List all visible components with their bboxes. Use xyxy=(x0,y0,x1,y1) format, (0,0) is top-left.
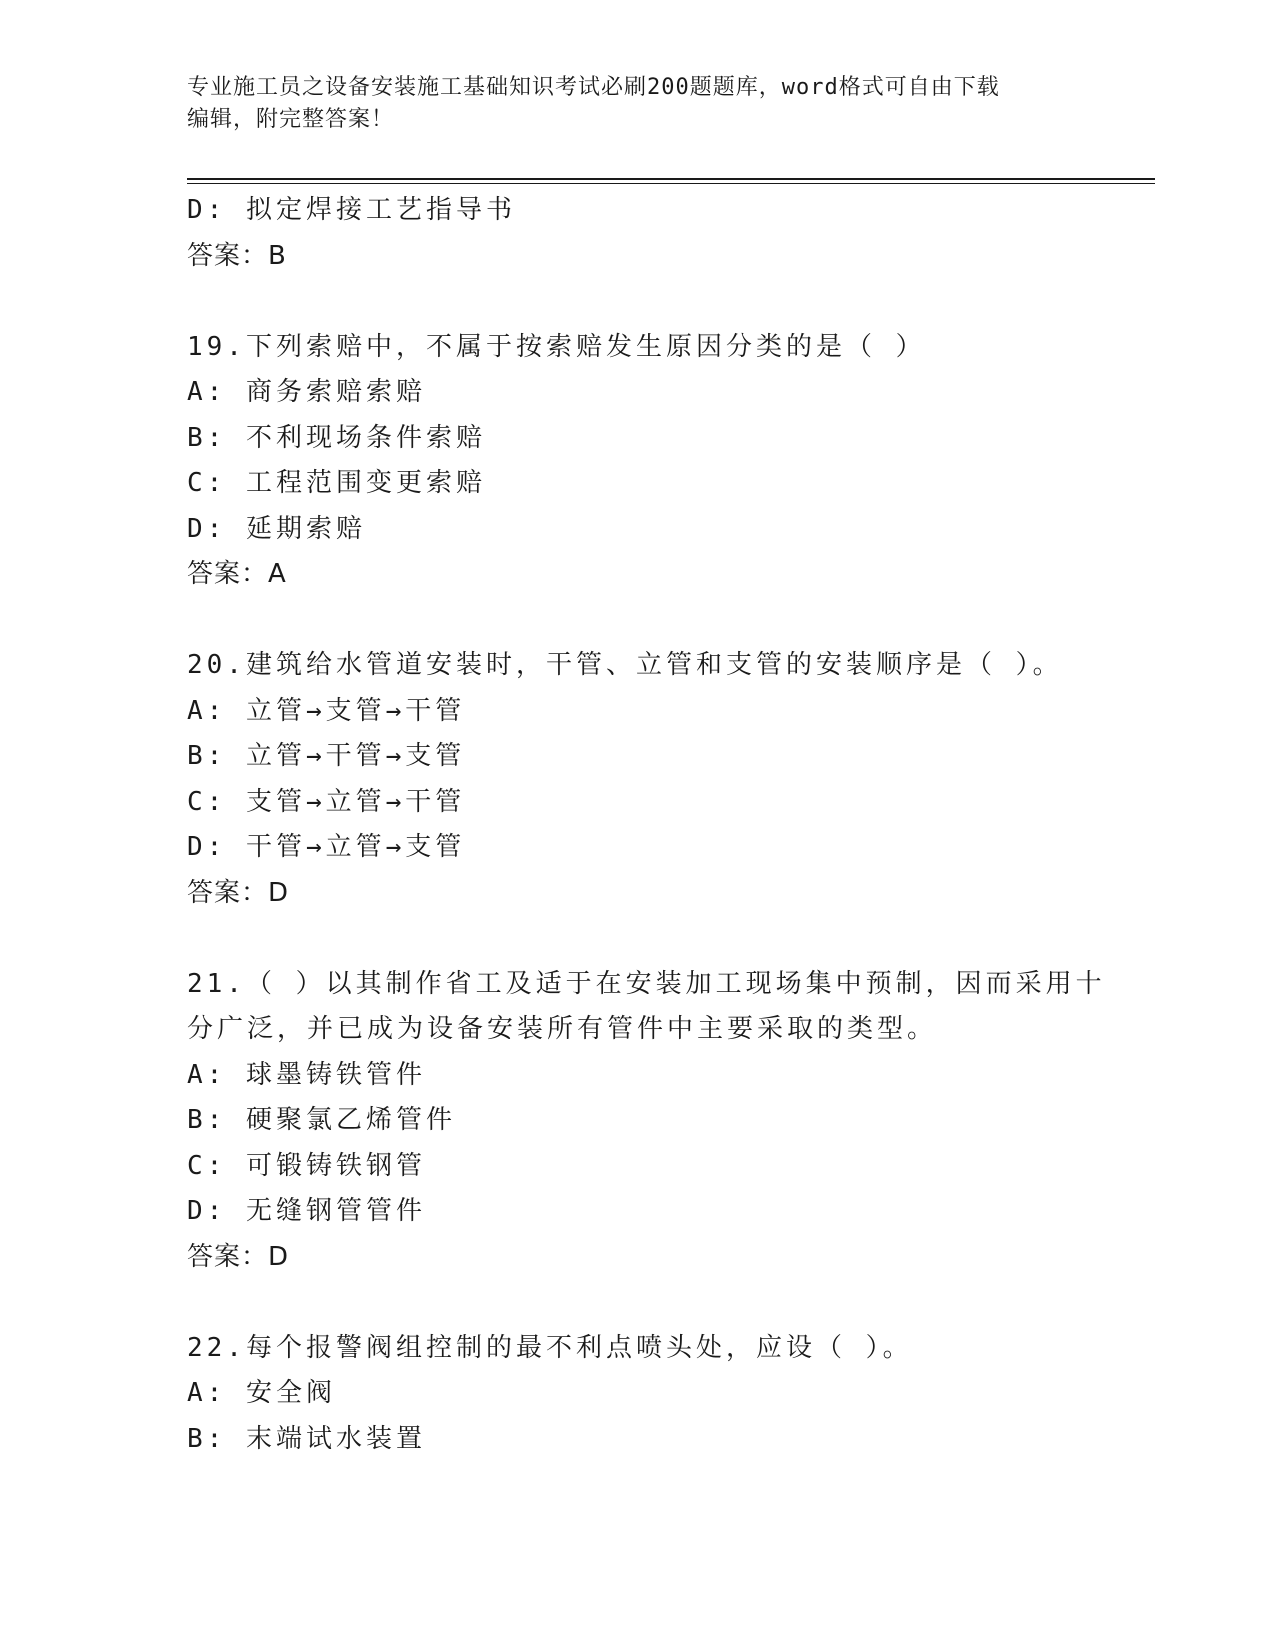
option-d: D: 干管→立管→支管 xyxy=(187,832,466,862)
option-d: D: 拟定焊接工艺指导书 xyxy=(187,195,516,225)
question-stem: 20.建筑给水管道安装时，干管、立管和支管的安装顺序是（ ）。 xyxy=(187,650,1063,680)
option-d: D: 无缝钢管管件 xyxy=(187,1196,426,1226)
header-title-line-2: 编辑，附完整答案！ xyxy=(187,107,395,132)
header-divider-thin xyxy=(187,183,1155,184)
question-list xyxy=(187,188,1106,1462)
option-c: C: 支管→立管→干管 xyxy=(187,786,466,817)
question-19 xyxy=(187,325,1087,598)
answer-line: 答案：B xyxy=(187,240,287,271)
previous-question-tail xyxy=(187,188,1087,279)
question-21 xyxy=(187,962,1106,1281)
document-header xyxy=(187,72,1087,136)
spacer xyxy=(187,916,1087,962)
header-title-line-1: 专业施工员之设备安装施工基础知识考试必刷200题题库，word格式可自由下载 xyxy=(187,75,1000,100)
option-a: A: 球墨铸铁管件 xyxy=(187,1059,426,1090)
spacer xyxy=(187,1280,1087,1326)
question-22 xyxy=(187,1326,1087,1463)
answer-line: 答案：A xyxy=(187,559,287,589)
question-stem-line-1: 21.（ ）以其制作省工及适于在安装加工现场集中预制，因而采用十 xyxy=(187,968,1106,999)
spacer xyxy=(187,598,1087,644)
option-c: C: 可锻铸铁钢管 xyxy=(187,1150,426,1181)
option-a: A: 商务索赔索赔 xyxy=(187,377,426,407)
answer-line: 答案：D xyxy=(187,1241,290,1272)
option-a: A: 立管→支管→干管 xyxy=(187,695,466,726)
header-divider-thick xyxy=(187,178,1155,180)
answer-line: 答案：D xyxy=(187,877,290,908)
option-b: B: 不利现场条件索赔 xyxy=(187,422,486,453)
question-stem-line-2: 分广泛，并已成为设备安装所有管件中主要采取的类型。 xyxy=(187,1014,938,1044)
option-b: B: 末端试水装置 xyxy=(187,1423,426,1454)
question-stem: 19.下列索赔中，不属于按索赔发生原因分类的是（ ） xyxy=(187,331,926,362)
question-stem: 22.每个报警阀组控制的最不利点喷头处，应设（ ）。 xyxy=(187,1332,913,1363)
question-20 xyxy=(187,643,1087,916)
option-b: B: 立管→干管→支管 xyxy=(187,741,466,771)
spacer xyxy=(187,279,1087,325)
option-c: C: 工程范围变更索赔 xyxy=(187,468,486,498)
option-d: D: 延期索赔 xyxy=(187,513,366,544)
option-a: A: 安全阀 xyxy=(187,1378,336,1408)
option-b: B: 硬聚氯乙烯管件 xyxy=(187,1105,456,1135)
